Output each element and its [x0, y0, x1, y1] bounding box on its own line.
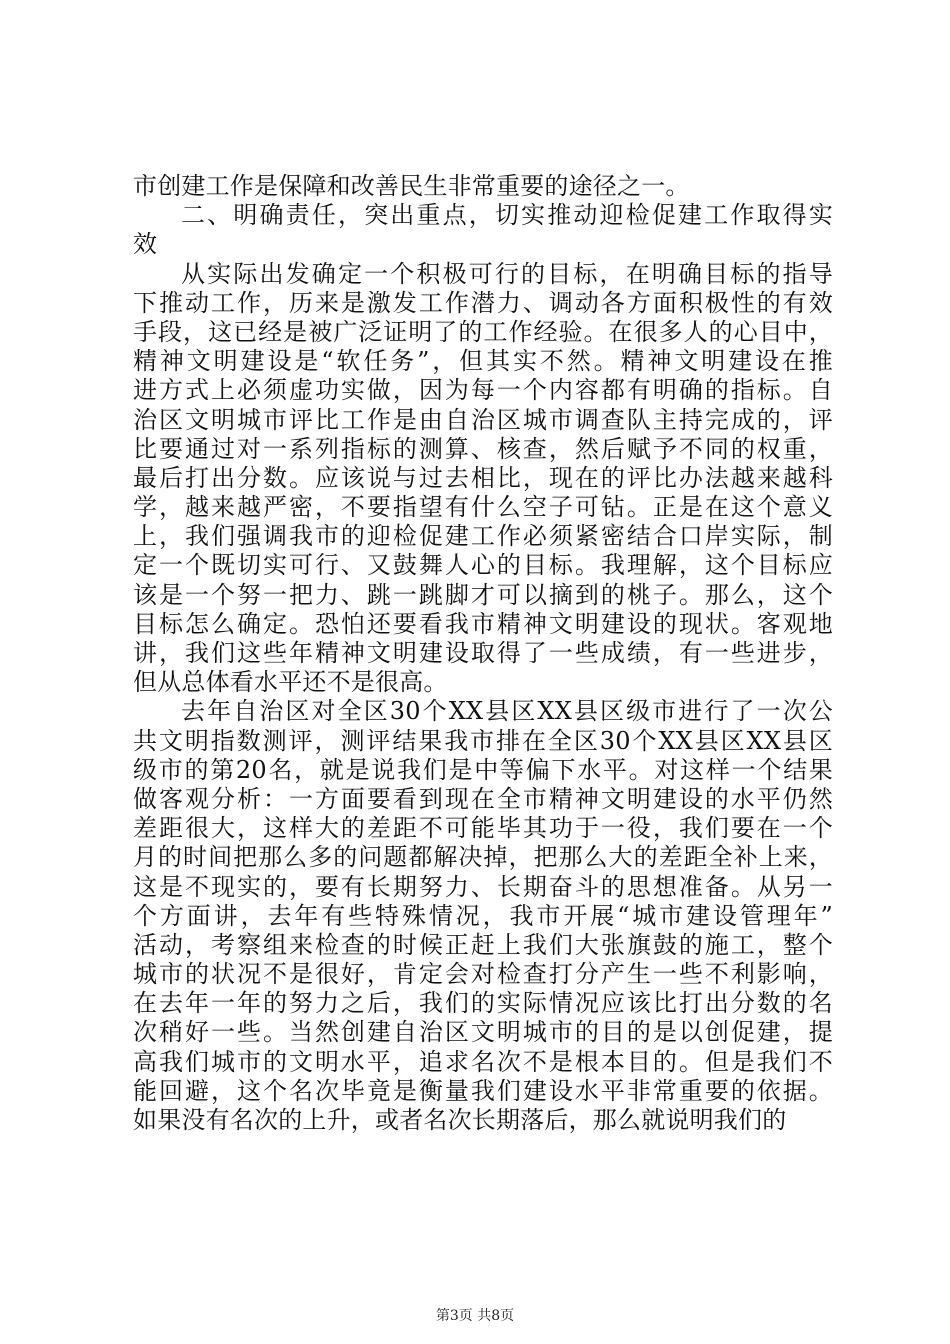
- text-line: 个方面讲，去年有些特殊情况，我市开展“城市建设管理年”: [133, 901, 833, 930]
- text-line: 二、明确责任，突出重点，切实推动迎检促建工作取得实: [181, 201, 833, 230]
- text-line: 最后打出分数。应该说与过去相比，现在的评比办法越来越科: [133, 463, 833, 492]
- text-line: 该是一个努一把力、跳一跳脚才可以摘到的桃子。那么，这个: [133, 580, 833, 609]
- text-line: 上，我们强调我市的迎检促建工作必须紧密结合口岸实际，制: [133, 522, 833, 551]
- text-line: 做客观分析：一方面要看到现在全市精神文明建设的水平仍然: [133, 784, 833, 813]
- page-footer: 第3页 共8页: [435, 1308, 515, 1324]
- text-line: 这是不现实的，要有长期努力、长期奋斗的思想准备。从另一: [133, 872, 833, 901]
- text-line: 级市的第20名，就是说我们是中等偏下水平。对这样一个结果: [133, 755, 833, 784]
- text-line: 学，越来越严密，不要指望有什么空子可钻。正是在这个意义: [133, 493, 833, 522]
- text-line: 精神文明建设是“软任务”，但其实不然。精神文明建设在推: [133, 347, 833, 376]
- text-line: 城市的状况不是很好，肯定会对检查打分产生一些不利影响，: [133, 960, 833, 989]
- text-line: 从实际出发确定一个积极可行的目标，在明确目标的指导: [181, 259, 833, 288]
- paragraph: [133, 172, 833, 201]
- text-line: 手段，这已经是被广泛证明了的工作经验。在很多人的心目中，: [133, 317, 833, 346]
- text-line: 如果没有名次的上升，或者名次长期落后，那么就说明我们的: [133, 1106, 787, 1134]
- text-line: 下推动工作，历来是激发工作潜力、调动各方面积极性的有效: [133, 288, 833, 317]
- text-line: 定一个既切实可行、又鼓舞人心的目标。我理解，这个目标应: [133, 551, 833, 580]
- text-line: 活动，考察组来检查的时候正赶上我们大张旗鼓的施工，整个: [133, 930, 833, 959]
- text-line: 比要通过对一系列指标的测算、核查，然后赋予不同的权重，: [133, 434, 833, 463]
- text-line: 进方式上必须虚功实做，因为每一个内容都有明确的指标。自: [133, 376, 833, 405]
- text-line: 次稍好一些。当然创建自治区文明城市的目的是以创促建，提: [133, 1018, 833, 1047]
- paragraph: [133, 697, 833, 1135]
- paragraph: [133, 201, 833, 259]
- text-line: 目标怎么确定。恐怕还要看我市精神文明建设的现状。客观地: [133, 609, 833, 638]
- text-line: 讲，我们这些年精神文明建设取得了一些成绩，有一些进步，: [133, 639, 833, 667]
- paragraph: [133, 260, 833, 698]
- document-body: [133, 172, 833, 1135]
- text-line: 差距很大，这样大的差距不可能毕其功于一役，我们要在一个: [133, 814, 833, 843]
- text-line: 市创建工作是保障和改善民生非常重要的途径之一。: [133, 172, 690, 200]
- text-line: 在去年一年的努力之后，我们的实际情况应该比打出分数的名: [133, 989, 833, 1018]
- text-line: 去年自治区对全区30个XX县区XX县区级市进行了一次公: [181, 697, 833, 726]
- text-line: 月的时间把那么多的问题都解决掉，把那么大的差距全补上来，: [133, 843, 833, 872]
- text-line: 能回避，这个名次毕竟是衡量我们建设水平非常重要的依据。: [133, 1076, 833, 1105]
- text-line: 但从总体看水平还不是很高。: [133, 668, 448, 697]
- text-line: 效: [133, 230, 158, 259]
- text-line: 高我们城市的文明水平，追求名次不是根本目的。但是我们不: [133, 1047, 833, 1076]
- text-line: 共文明指数测评，测评结果我市排在全区30个XX县区XX县区: [133, 726, 833, 755]
- text-line: 治区文明城市评比工作是由自治区城市调查队主持完成的，评: [133, 405, 833, 434]
